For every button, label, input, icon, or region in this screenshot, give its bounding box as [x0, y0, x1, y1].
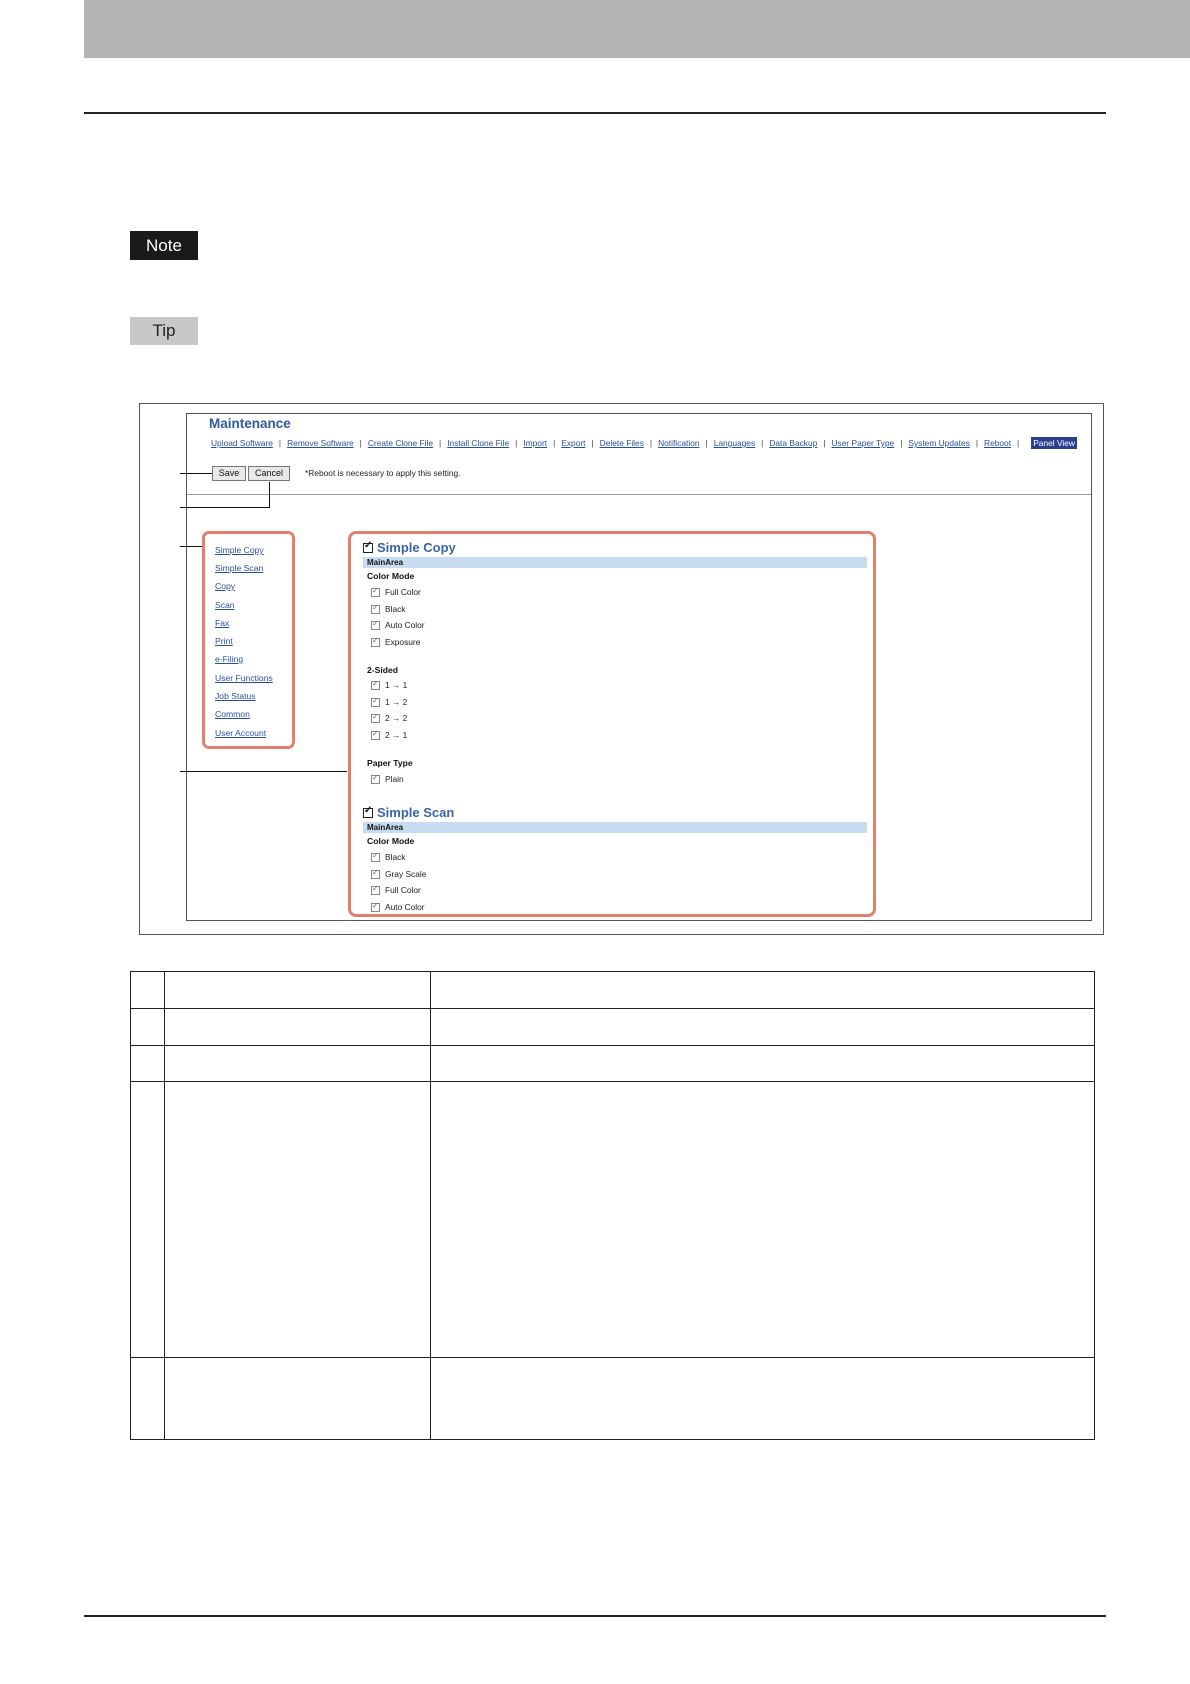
settings-area: [348, 531, 876, 917]
nav-separator: |: [975, 438, 979, 448]
menu-simple-copy[interactable]: Simple Copy: [215, 545, 264, 555]
nav-install-clone-file[interactable]: Install Clone File: [447, 438, 510, 448]
table-cell: [131, 1009, 165, 1046]
option-plain[interactable]: [371, 774, 404, 784]
table-cell: [431, 1082, 1095, 1358]
nav-import[interactable]: Import: [523, 438, 548, 448]
option-2-to-1[interactable]: [371, 730, 407, 740]
option-label: Black: [385, 852, 406, 862]
callout-line-1: [180, 473, 212, 474]
table-row: [131, 1046, 1095, 1082]
screen-divider: [187, 494, 1091, 495]
table-cell: [431, 972, 1095, 1009]
nav-remove-software[interactable]: Remove Software: [287, 438, 354, 448]
option-label: 2 → 1: [385, 730, 408, 740]
nav-delete-files[interactable]: Delete Files: [599, 438, 644, 448]
option-label: Gray Scale: [385, 869, 427, 879]
simple-copy-title: Simple Copy: [377, 540, 456, 555]
page-title: Maintenance: [209, 416, 291, 431]
checkbox-checked-icon[interactable]: [371, 698, 380, 707]
option-2-to-2[interactable]: [371, 713, 407, 723]
nav-separator: |: [1017, 438, 1020, 448]
function-menu: [202, 531, 295, 749]
checkbox-checked-icon[interactable]: [371, 775, 380, 784]
table-cell: [165, 1046, 431, 1082]
nav-separator: |: [278, 438, 282, 448]
table-cell: [431, 1009, 1095, 1046]
checkbox-checked-icon[interactable]: [371, 621, 380, 630]
option-label: Black: [385, 604, 406, 614]
header-band: [84, 0, 1190, 58]
table-cell: [165, 1009, 431, 1046]
nav-data-backup[interactable]: Data Backup: [769, 438, 818, 448]
save-button[interactable]: Save: [212, 466, 246, 481]
nav-separator: |: [705, 438, 708, 448]
nav-languages[interactable]: Languages: [713, 438, 756, 448]
menu-e-filing[interactable]: e-Filing: [215, 654, 244, 664]
menu-user-account[interactable]: User Account: [215, 728, 267, 738]
nav-separator: |: [515, 438, 518, 448]
simple-scan-color-mode-label: Color Mode: [367, 836, 415, 846]
option-scan-black[interactable]: [371, 852, 405, 862]
menu-job-status[interactable]: Job Status: [215, 691, 256, 701]
checkbox-checked-icon[interactable]: [371, 605, 380, 614]
option-full-color[interactable]: [371, 587, 421, 597]
checkbox-checked-icon[interactable]: [363, 808, 373, 818]
option-label: 2 → 2: [385, 713, 408, 723]
checkbox-checked-icon[interactable]: [371, 903, 380, 912]
table-row: [131, 1082, 1095, 1358]
nav-reboot[interactable]: Reboot: [984, 438, 1012, 448]
checkbox-checked-icon[interactable]: [371, 681, 380, 690]
option-label: 1 → 1: [385, 680, 408, 690]
menu-user-functions[interactable]: User Functions: [215, 673, 273, 683]
nav-separator: |: [823, 438, 826, 448]
table-cell: [131, 1082, 165, 1358]
option-black[interactable]: [371, 604, 405, 614]
note-label: Note: [130, 231, 198, 260]
callout-line-3: [180, 546, 203, 547]
description-table: [130, 971, 1095, 1440]
option-scan-full-color[interactable]: [371, 885, 421, 895]
option-label: 1 → 2: [385, 697, 408, 707]
maintenance-nav: [211, 437, 1077, 449]
simple-copy-main-area: MainArea: [363, 557, 867, 568]
checkbox-checked-icon[interactable]: [363, 543, 373, 553]
table-row: [131, 972, 1095, 1009]
paper-type-label: Paper Type: [367, 758, 413, 768]
simple-scan-section-title: [363, 805, 454, 820]
nav-separator: |: [761, 438, 764, 448]
table-cell: [165, 1358, 431, 1440]
option-scan-gray-scale[interactable]: [371, 869, 426, 879]
nav-separator: |: [359, 438, 362, 448]
nav-notification[interactable]: Notification: [658, 438, 700, 448]
reboot-note: *Reboot is necessary to apply this setting.: [305, 468, 461, 478]
nav-user-paper-type[interactable]: User Paper Type: [831, 438, 895, 448]
menu-print[interactable]: Print: [215, 636, 233, 646]
menu-simple-scan[interactable]: Simple Scan: [215, 563, 264, 573]
option-exposure[interactable]: [371, 637, 420, 647]
option-label: Exposure: [385, 637, 421, 647]
footer-rule: [84, 1615, 1106, 1617]
table-row: [131, 1358, 1095, 1440]
table-cell: [431, 1046, 1095, 1082]
option-label: Plain: [385, 774, 404, 784]
nav-separator: |: [591, 438, 594, 448]
nav-create-clone-file[interactable]: Create Clone File: [367, 438, 434, 448]
option-label: Full Color: [385, 885, 421, 895]
menu-copy[interactable]: Copy: [215, 581, 236, 591]
checkbox-checked-icon[interactable]: [371, 638, 380, 647]
table-cell: [165, 972, 431, 1009]
option-label: Auto Color: [385, 620, 425, 630]
table-cell: [131, 1046, 165, 1082]
cancel-button[interactable]: Cancel: [248, 466, 290, 481]
nav-separator: |: [553, 438, 556, 448]
nav-separator: |: [649, 438, 653, 448]
table-cell: [431, 1358, 1095, 1440]
menu-fax[interactable]: Fax: [215, 618, 230, 628]
option-label: Auto Color: [385, 902, 425, 912]
menu-common[interactable]: Common: [215, 709, 250, 719]
table-cell: [165, 1082, 431, 1358]
option-1-to-1[interactable]: [371, 680, 407, 690]
menu-scan[interactable]: Scan: [215, 600, 235, 610]
simple-copy-section-title: [363, 540, 456, 555]
checkbox-checked-icon[interactable]: [371, 853, 380, 862]
checkbox-checked-icon[interactable]: [371, 731, 380, 740]
simple-scan-main-area: MainArea: [363, 822, 867, 833]
table-cell: [131, 1358, 165, 1440]
nav-upload-software[interactable]: Upload Software: [211, 438, 273, 448]
checkbox-checked-icon[interactable]: [371, 870, 380, 879]
tip-label: Tip: [130, 317, 198, 345]
table-cell: [131, 972, 165, 1009]
callout-line-2-vertical: [269, 482, 270, 508]
header-rule: [84, 112, 1106, 114]
checkbox-checked-icon[interactable]: [371, 714, 380, 723]
nav-separator: |: [900, 438, 903, 448]
option-auto-color[interactable]: [371, 620, 425, 630]
two-sided-label: 2-Sided: [367, 665, 399, 675]
checkbox-checked-icon[interactable]: [371, 886, 380, 895]
option-1-to-2[interactable]: [371, 697, 407, 707]
nav-separator: |: [439, 438, 442, 448]
callout-line-2: [180, 507, 270, 508]
simple-copy-color-mode-label: Color Mode: [367, 571, 415, 581]
nav-system-updates[interactable]: System Updates: [908, 438, 970, 448]
option-label: Full Color: [385, 587, 421, 597]
callout-line-4: [180, 771, 347, 772]
option-scan-auto-color[interactable]: [371, 902, 425, 912]
table-row: [131, 1009, 1095, 1046]
nav-panel-view[interactable]: Panel View: [1033, 438, 1075, 448]
checkbox-checked-icon[interactable]: [371, 588, 380, 597]
nav-export[interactable]: Export: [561, 438, 586, 448]
simple-scan-title: Simple Scan: [377, 805, 455, 820]
